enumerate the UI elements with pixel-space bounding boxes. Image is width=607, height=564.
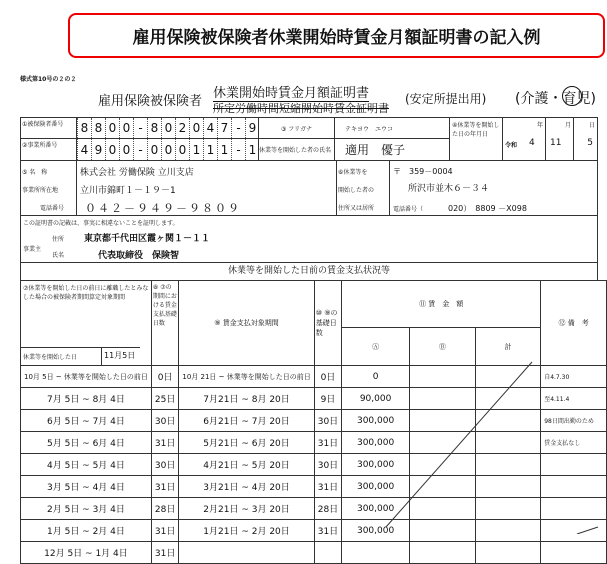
person-zip: 〒 359－0004 <box>393 167 453 176</box>
year-unit: 年 <box>536 122 543 129</box>
proof-statement: この証明書の記載は、事実に相違ないことを証明します。 <box>23 220 179 227</box>
remarks: 至4.11.4 <box>541 388 607 410</box>
wage-b <box>410 542 476 564</box>
days-10: 31日 <box>314 476 341 498</box>
diagonal-line <box>577 527 598 534</box>
furigana-value: テキヨウ ユウコ <box>334 117 450 139</box>
name-value: 適用 優子 <box>334 138 450 161</box>
wage-a: 0 <box>342 366 410 388</box>
digit-cell: 8 <box>91 118 105 138</box>
wage-a: 300,000 <box>342 432 410 454</box>
person-address: 所沢市並木６－３４ <box>408 184 490 194</box>
heading-main: 休業開始時賃金月額証明書 <box>213 82 369 102</box>
person-label-2: 開始した者の <box>338 187 375 194</box>
wage-a: 300,000 <box>342 520 410 542</box>
wage-a: 90,000 <box>342 388 410 410</box>
heading-suffix: (安定所提出用) <box>405 92 487 106</box>
heading-type: (介護・育児) <box>515 91 596 107</box>
heading-struck: 所定労働時間短縮開始時賃金証明書 <box>213 102 389 115</box>
form-number: 様式第10号の２の２ <box>20 76 77 83</box>
col10-header: ⑩ ⑨の基礎日数 <box>314 281 341 366</box>
digit-cell: 1 <box>245 139 259 160</box>
days-8: 31日 <box>151 520 178 542</box>
col9-header: ⑨ 賃金支払対象期間 <box>179 281 314 366</box>
col7-header-text: ⑦休業等を開始した日の前日に離職したとみなした場合の被保険者期間算定対象期間 <box>23 285 149 301</box>
office-tel-label: 電話番号 <box>40 205 65 212</box>
wage-a: 300,000 <box>342 498 410 520</box>
period-9: 6月21日 ~ 7月 20日 <box>179 410 314 432</box>
day-unit: 日 <box>588 122 595 129</box>
office-tel: ０４２－９４９－９８０９ <box>85 202 241 215</box>
period-9: 1月21日 ~ 2月 20日 <box>179 520 314 542</box>
remarks: 自4.7.30 <box>541 366 607 388</box>
digit-cell: 4 <box>77 139 91 160</box>
wage-total <box>476 542 541 564</box>
period-7: 1月 5日 ~ 2月 4日 <box>21 520 152 542</box>
days-8: 31日 <box>151 432 178 454</box>
days-8: 28日 <box>151 498 178 520</box>
days-8: 31日 <box>151 476 178 498</box>
start-month: 11 <box>550 138 562 148</box>
days-10: 28日 <box>314 498 341 520</box>
digit-cell: 0 <box>105 118 119 138</box>
col12-header: ⑫ 備 考 <box>541 281 607 366</box>
col7-start-value: 11月5日 <box>104 351 136 360</box>
digit-cell: 0 <box>161 139 175 160</box>
wage-a: 300,000 <box>342 410 410 432</box>
col7-start-label: 休業等を開始した日 <box>21 348 102 365</box>
days-10 <box>314 542 341 564</box>
col-b-header: Ⓑ <box>410 328 476 366</box>
col8-header: ⑧ ⑦の期間における賃金支払基礎日数 <box>151 281 178 366</box>
section-title: 休業等を開始した日前の賃金支払状況等 <box>20 262 598 281</box>
period-9: 10月 21日 ~ 休業等を開始した日の前日 <box>179 366 314 388</box>
col11-header: ⑪ 賃 金 額 <box>342 281 541 328</box>
digit-cell: 9 <box>91 139 105 160</box>
person-tel: 020） 8809 －X098 <box>448 204 527 213</box>
period-7: 6月 5日 ~ 7月 4日 <box>21 410 152 432</box>
heading-prefix: 雇用保険被保険者 <box>98 94 203 109</box>
employer-name: 代表取締役 保険智 <box>98 251 180 261</box>
days-10: 31日 <box>314 432 341 454</box>
digit-cell: 1 <box>203 139 217 160</box>
office-name-label: ⑤ 名 称 <box>22 169 48 176</box>
digit-cell: 0 <box>161 118 175 138</box>
office-address: 立川市錦町１－１９－1 <box>80 186 176 196</box>
wage-a: 300,000 <box>342 454 410 476</box>
period-9: 2月21日 ~ 3月 20日 <box>179 498 314 520</box>
digit-cell: 7 <box>217 118 231 138</box>
days-8: 30日 <box>151 454 178 476</box>
month-unit: 月 <box>564 122 571 129</box>
period-7: 3月 5日 ~ 4月 4日 <box>21 476 152 498</box>
digit-cell: 2 <box>175 118 189 138</box>
office-addr-label: 事業所所在地 <box>22 187 59 194</box>
digit-cell: - <box>231 118 245 138</box>
digit-cell: 4 <box>203 118 217 138</box>
period-7: 7月 5日 ~ 8月 4日 <box>21 388 152 410</box>
days-10: 30日 <box>314 410 341 432</box>
days-10: 30日 <box>314 454 341 476</box>
period-9: 5月21日 ~ 6月 20日 <box>179 432 314 454</box>
digit-cell: - <box>133 139 147 160</box>
digit-cell: 0 <box>147 139 161 160</box>
example-banner: 雇用保険被保険者休業開始時賃金月額証明書の記入例 <box>68 13 605 58</box>
person-tel-label: 電話番号（ <box>393 206 424 213</box>
diagonal-line <box>386 362 532 527</box>
start-day: 5 <box>587 138 593 148</box>
employer-name-label: 氏名 <box>52 252 65 259</box>
employer-label: 事業主 <box>23 246 42 253</box>
days-10: 0日 <box>314 366 341 388</box>
period-9 <box>179 542 314 564</box>
digit-cell: - <box>231 139 245 160</box>
start-year: 4 <box>529 138 535 148</box>
table-row <box>21 542 607 564</box>
col-total-header: 計 <box>476 328 541 366</box>
remarks: 賃金支払なし <box>541 432 607 454</box>
period-9: 3月21日 ~ 4月 20日 <box>179 476 314 498</box>
days-8: 25日 <box>151 388 178 410</box>
period-7: 5月 5日 ~ 6月 4日 <box>21 432 152 454</box>
period-7: 12月 5日 ~ 1月 4日 <box>21 542 152 564</box>
period-7: 2月 5日 ~ 3月 4日 <box>21 498 152 520</box>
digit-cell: 1 <box>217 139 231 160</box>
col-a-header: Ⓐ <box>342 328 410 366</box>
period-7: 10月 5日 ~ 休業等を開始した日の前日 <box>21 366 152 388</box>
days-8: 31日 <box>151 542 178 564</box>
digit-cell: 8 <box>77 118 91 138</box>
person-label-1: ⑥休業等を <box>338 169 368 176</box>
period-9: 4月21日 ~ 5月 20日 <box>179 454 314 476</box>
furigana-label: ③ フリガナ <box>258 117 335 139</box>
days-8: 30日 <box>151 410 178 432</box>
remarks <box>541 542 607 564</box>
wage-a <box>342 542 410 564</box>
digit-cell: - <box>133 118 147 138</box>
digit-cell: 9 <box>245 118 259 138</box>
period-9: 7月21日 ~ 8月 20日 <box>179 388 314 410</box>
employer-addr-label: 住所 <box>52 236 65 243</box>
insured-no-label: ①被保険者番号 <box>20 117 77 139</box>
person-label-3: 住所又は居所 <box>338 205 375 212</box>
office-no-label: ②事業所番号 <box>20 138 77 161</box>
digit-cell: 0 <box>189 118 203 138</box>
digit-cell: 0 <box>175 139 189 160</box>
start-date-label: ④休業等を開始した日の年月日 <box>449 117 503 161</box>
digit-cell: 0 <box>119 118 133 138</box>
days-8: 0日 <box>151 366 178 388</box>
days-10: 31日 <box>314 520 341 542</box>
digit-cell: 8 <box>147 118 161 138</box>
office-name: 株式会社 労働保険 立川支店 <box>80 168 194 178</box>
digit-cell: 0 <box>105 139 119 160</box>
days-10: 9日 <box>314 388 341 410</box>
digit-cell: 0 <box>119 139 133 160</box>
era: 令和 <box>505 142 518 149</box>
employer-address: 東京都千代田区霞ヶ関１－１１ <box>84 234 211 244</box>
name-label: 休業等を開始した者の氏名 <box>258 138 335 161</box>
digit-cell: 1 <box>189 139 203 160</box>
period-7: 4月 5日 ~ 5月 4日 <box>21 454 152 476</box>
wage-a: 300,000 <box>342 476 410 498</box>
remarks: 98日間出勤のため <box>541 410 607 432</box>
